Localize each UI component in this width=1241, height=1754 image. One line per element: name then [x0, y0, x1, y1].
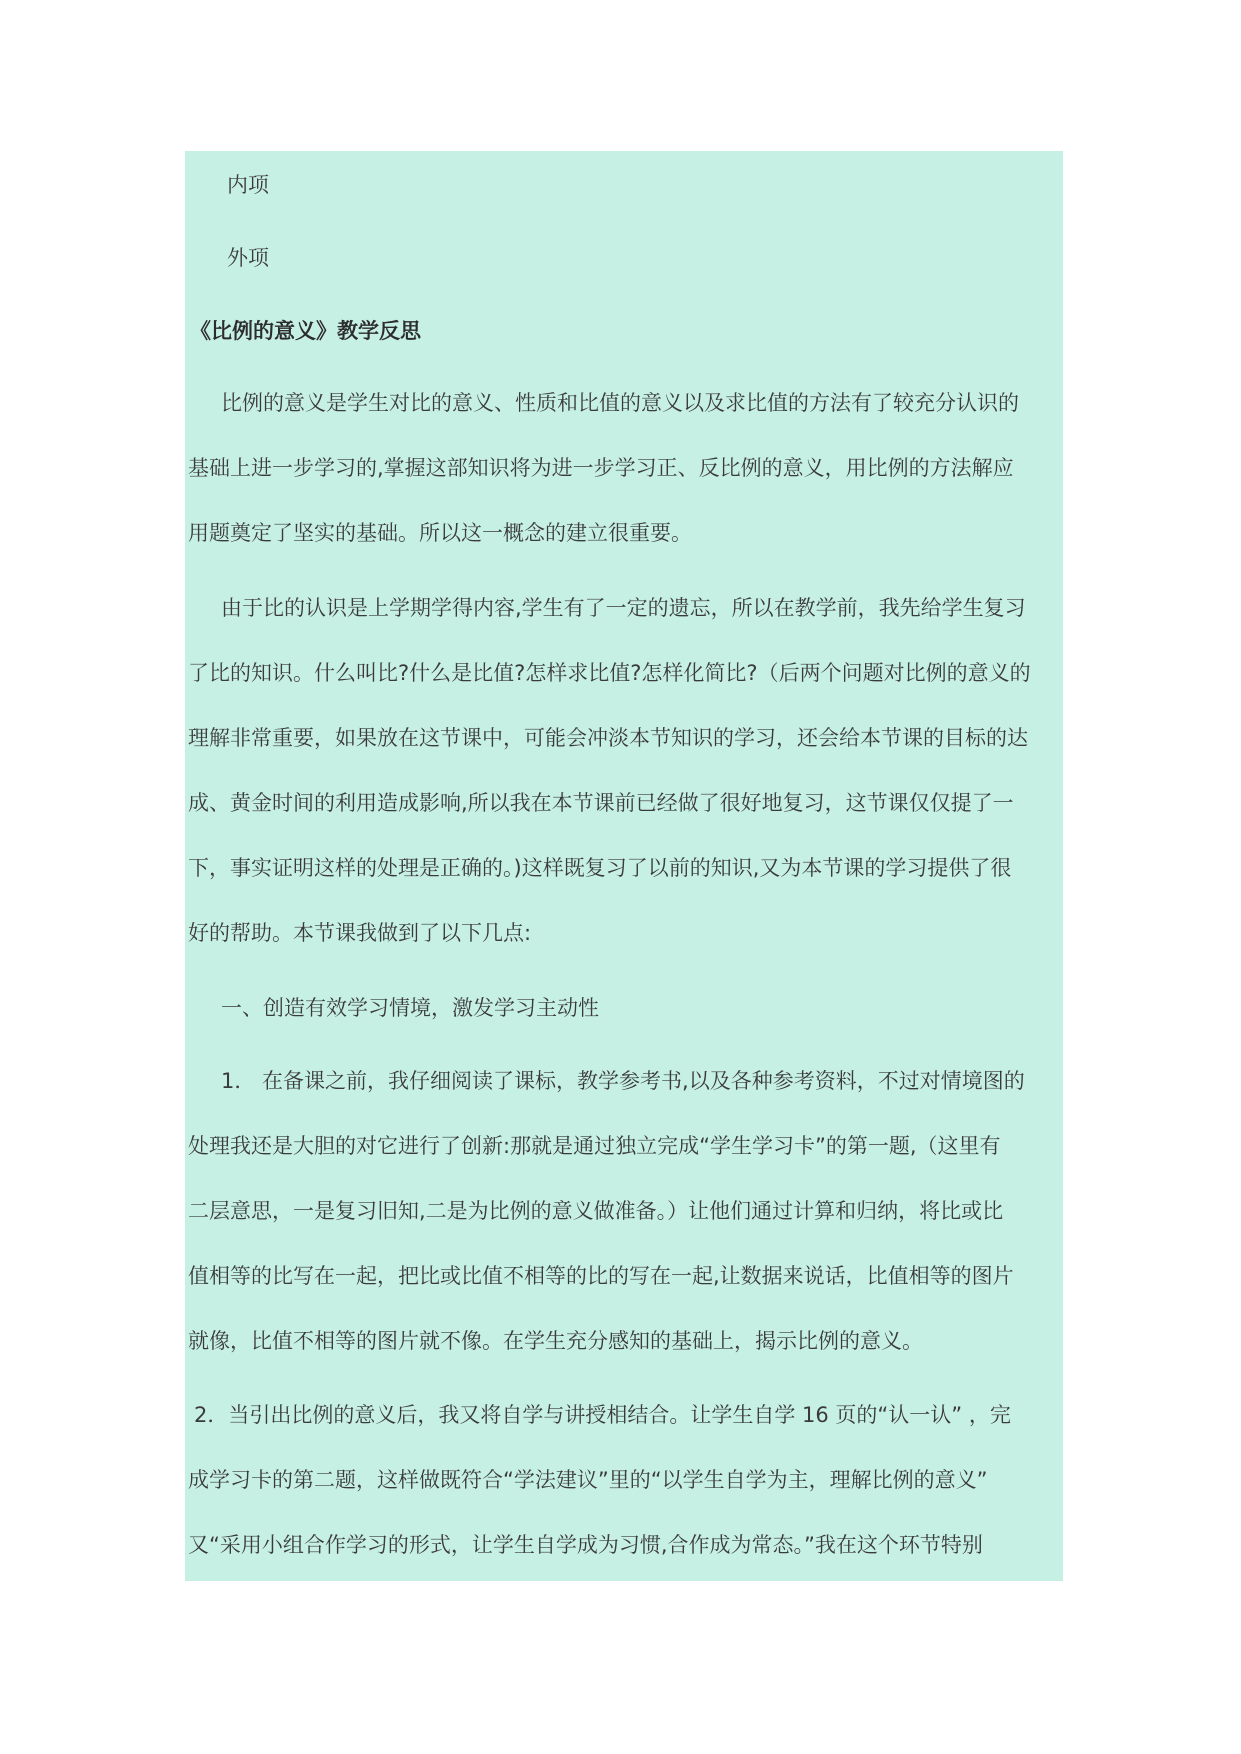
paragraph-line: 理解非常重要，如果放在这节课中，可能会冲淡本节知识的学习，还会给本节课的目标的达: [188, 726, 1028, 750]
paragraph-line: 好的帮助。本节课我做到了以下几点:: [188, 921, 532, 945]
section-heading: 一、创造有效学习情境，激发学习主动性: [221, 996, 599, 1020]
paragraph-line: 成学习卡的第二题，这样做既符合“学法建议”里的“以学生自学为主，理解比例的意义”: [188, 1468, 988, 1492]
paragraph-line: 处理我还是大胆的对它进行了创新:那就是通过独立完成“学生学习卡”的第一题,（这里有: [188, 1134, 1001, 1158]
document-page: [185, 151, 1063, 1581]
paragraph-line: 下，事实证明这样的处理是正确的。)这样既复习了以前的知识,又为本节课的学习提供了很: [188, 856, 1012, 880]
paragraph-line: 用题奠定了坚实的基础。所以这一概念的建立很重要。: [188, 521, 692, 545]
paragraph-line: 值相等的比写在一起，把比或比值不相等的比的写在一起,让数据来说话，比值相等的图片: [188, 1264, 1014, 1288]
paragraph-line: 1． 在备课之前，我仔细阅读了课标，教学参考书,以及各种参考资料，不过对情境图的: [221, 1069, 1025, 1093]
paragraph-line: 了比的知识。什么叫比?什么是比值?怎样求比值?怎样化简比?（后两个问题对比例的意义的: [188, 661, 1031, 685]
paragraph-line: 2．当引出比例的意义后，我又将自学与讲授相结合。让学生自学 16 页的“认一认” ，完: [194, 1403, 1011, 1427]
paragraph-line: 二层意思，一是复习旧知,二是为比例的意义做准备。）让他们通过计算和归纳，将比或比: [188, 1199, 1004, 1223]
paragraph-line: 基础上进一步学习的,掌握这部知识将为进一步学习正、反比例的意义，用比例的方法解应: [188, 456, 1014, 480]
document-title: 《比例的意义》教学反思: [190, 319, 421, 343]
paragraph-line: 就像，比值不相等的图片就不像。在学生充分感知的基础上，揭示比例的意义。: [188, 1329, 923, 1353]
outer-term-label: 外项: [227, 246, 269, 270]
inner-term-label: 内项: [227, 173, 269, 197]
paragraph-line: 成、黄金时间的利用造成影响,所以我在本节课前已经做了很好地复习，这节课仅仅提了一: [188, 791, 1014, 815]
paragraph-line: 由于比的认识是上学期学得内容,学生有了一定的遗忘，所以在教学前，我先给学生复习: [221, 596, 1026, 620]
paragraph-line: 比例的意义是学生对比的意义、性质和比值的意义以及求比值的方法有了较充分认识的: [221, 391, 1019, 415]
paragraph-line: 又“采用小组合作学习的形式，让学生自学成为习惯,合作成为常态。”我在这个环节特别: [188, 1533, 983, 1557]
